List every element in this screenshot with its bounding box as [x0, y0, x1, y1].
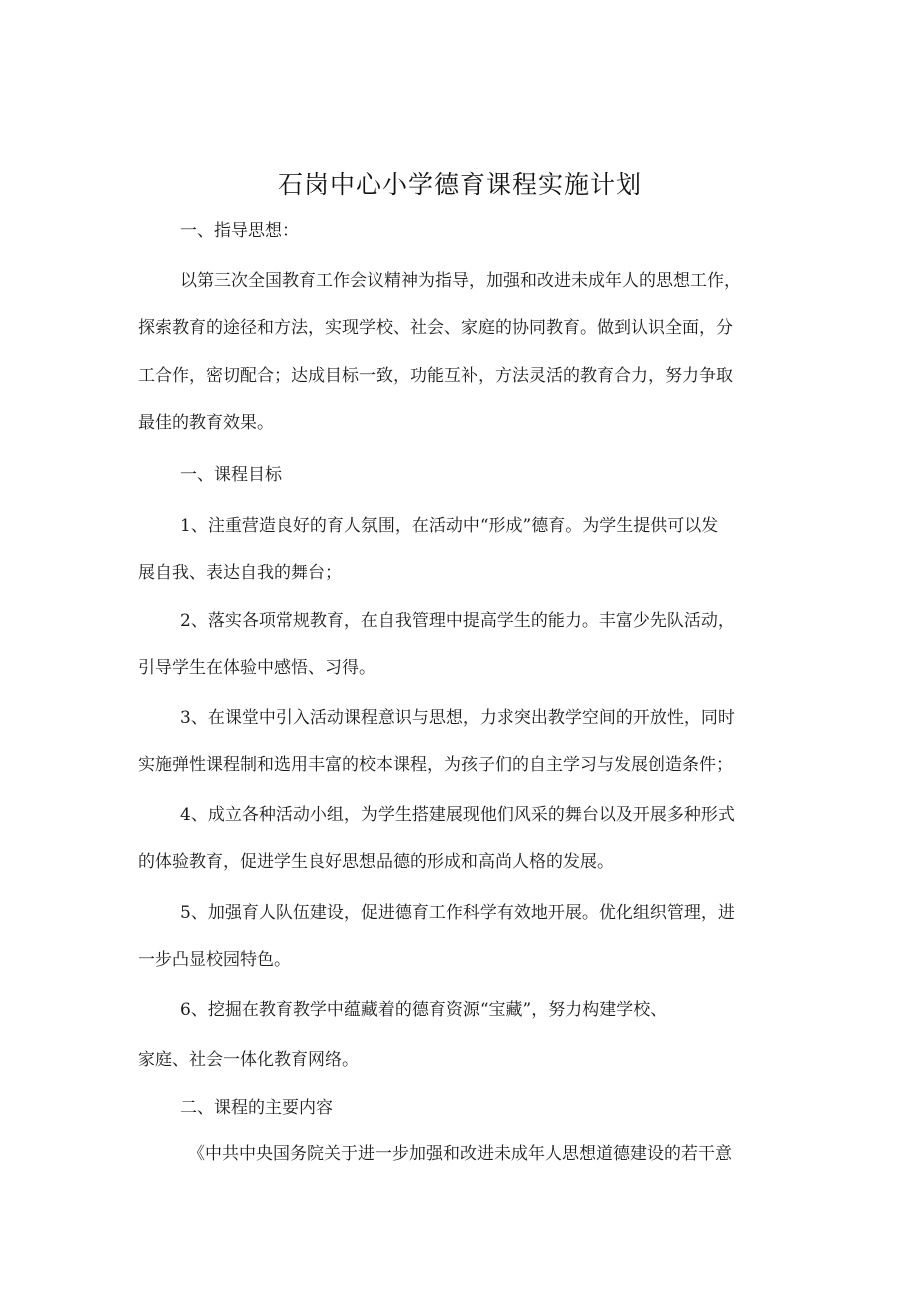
paragraph-line: 以第三次全国教育工作会议精神为指导，加强和改进未成年人的思想工作， — [180, 271, 741, 291]
list-item-line: 家庭、社会一体化教育网络。 — [138, 1050, 359, 1070]
section-heading-guiding-thought: 一、指导思想： — [180, 221, 299, 241]
list-item-line: 实施弹性课程制和选用丰富的校本课程，为孩子们的自主学习与发展创造条件； — [138, 755, 733, 775]
list-item-line: 5、加强育人队伍建设，促进德育工作科学有效地开展。优化组织管理，进 — [180, 903, 735, 923]
list-item-line: 4、成立各种活动小组，为学生搭建展现他们风采的舞台以及开展多种形式 — [180, 805, 735, 825]
list-item-line: 1、注重营造良好的育人氛围，在活动中“形成”德育。为学生提供可以发 — [180, 516, 719, 536]
list-item-line: 2、落实各项常规教育，在自我管理中提高学生的能力。丰富少先队活动， — [180, 611, 735, 631]
list-item-line: 一步凸显校园特色。 — [138, 950, 291, 970]
paragraph-line: 最佳的教育效果。 — [138, 413, 274, 433]
list-item-line: 引导学生在体验中感悟、习得。 — [138, 658, 376, 678]
paragraph-line: 探索教育的途径和方法，实现学校、社会、家庭的协同教育。做到认识全面，分 — [138, 318, 733, 338]
list-item-line: 展自我、表达自我的舞台； — [138, 563, 342, 583]
paragraph-line: 工合作，密切配合；达成目标一致，功能互补，方法灵活的教育合力，努力争取 — [138, 366, 733, 386]
section-heading-course-goals: 一、课程目标 — [180, 465, 282, 485]
list-item-line: 6、挖掘在教育教学中蕴藏着的德育资源“宝藏”，努力构建学校、 — [180, 1000, 668, 1020]
section-heading-main-content: 二、课程的主要内容 — [180, 1098, 333, 1118]
paragraph-line: 《中共中央国务院关于进一步加强和改进未成年人思想道德建设的若干意 — [188, 1144, 732, 1164]
list-item-line: 的体验教育，促进学生良好思想品德的形成和高尚人格的发展。 — [138, 852, 614, 872]
document-title: 石岗中心小学德育课程实施计划 — [277, 170, 642, 199]
list-item-line: 3、在课堂中引入活动课程意识与思想，力求突出教学空间的开放性，同时 — [180, 708, 735, 728]
